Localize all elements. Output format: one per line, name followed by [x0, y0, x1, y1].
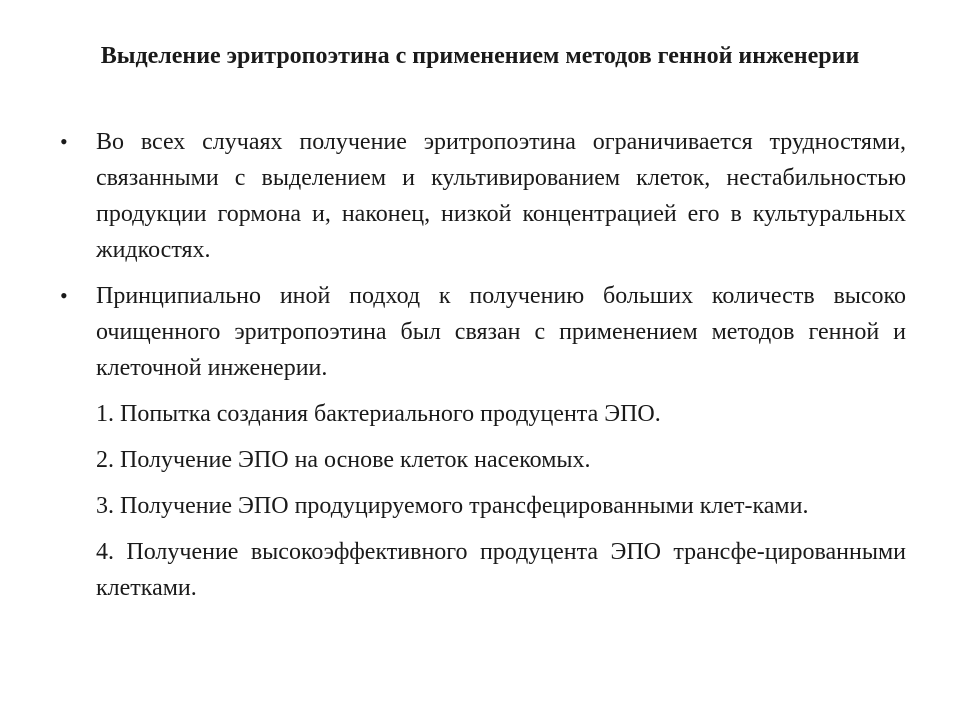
bullet-marker: • — [60, 283, 68, 308]
numbered-item: 2. Получение ЭПО на основе клеток насекомых. — [96, 447, 591, 473]
bullet-text: Во всех случаях получение эритропоэтина ограничивается трудностями, связанными с выделением и культивированием клеток, нестабильностью продукции гормона и, наконец, низкой концентрацией его в культуральных жидкостях. — [96, 129, 906, 263]
bullet-item — [60, 124, 906, 268]
bullet-marker: • — [60, 129, 68, 154]
bullet-item — [60, 278, 906, 386]
numbered-item: 3. Получение ЭПО продуцируемого трансфецированными клет-ками. — [96, 493, 809, 519]
numbered-item: 1. Попытка создания бактериального продуцента ЭПО. — [96, 401, 661, 427]
numbered-item: 4. Получение высокоэффективного продуцента ЭПО трансфе-цированными клетками. — [96, 539, 906, 601]
slide-content — [60, 124, 906, 616]
slide-title: Выделение эритропоэтина с применением методов генной инженерии — [100, 43, 860, 69]
bullet-text: Принципиально иной подход к получению больших количеств высоко очищенного эритропоэтина был связан с применением методов генной и клеточной инженерии. — [96, 283, 906, 381]
